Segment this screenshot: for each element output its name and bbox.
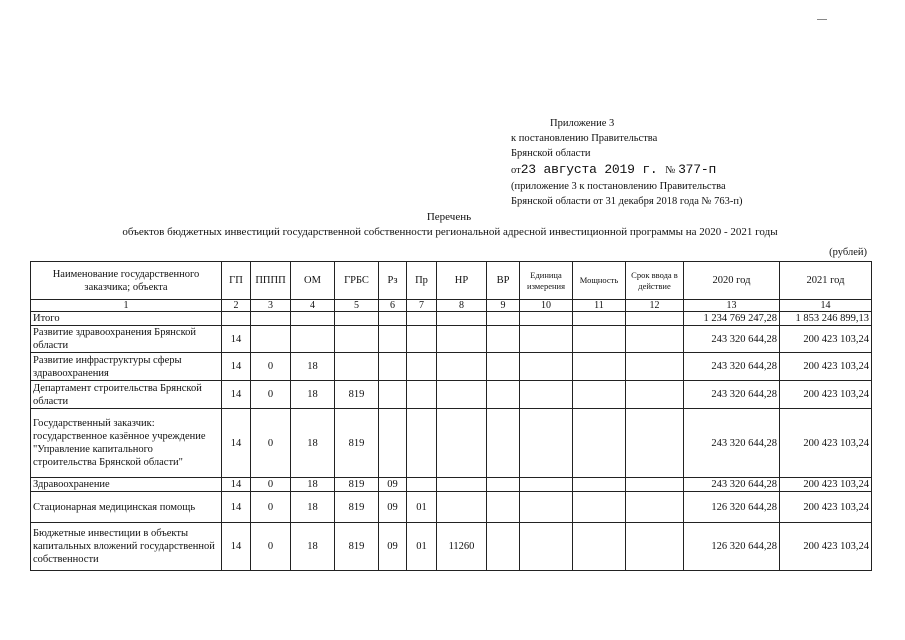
amount-2020-cell: 243 320 644,28 [684, 478, 780, 492]
units-label: (рублей) [829, 247, 867, 258]
code-cell [487, 523, 520, 571]
code-cell [335, 353, 379, 381]
code-cell: 09 [379, 523, 407, 571]
code-cell [291, 312, 335, 326]
row-name-cell: Развитие инфраструктуры сферы здравоохранения [31, 353, 222, 381]
code-cell: 11260 [437, 523, 487, 571]
header-om: ОМ [291, 262, 335, 300]
code-cell [291, 326, 335, 353]
code-cell: 819 [335, 478, 379, 492]
code-cell [379, 353, 407, 381]
code-cell [407, 381, 437, 409]
column-number: 6 [379, 300, 407, 312]
code-cell: 14 [222, 326, 251, 353]
appendix-resolution: к постановлению Правительства [511, 133, 658, 144]
code-cell [407, 478, 437, 492]
code-cell: 14 [222, 409, 251, 478]
header-2021: 2021 год [780, 262, 872, 300]
code-cell [573, 409, 626, 478]
code-cell: 18 [291, 381, 335, 409]
column-number-row [31, 300, 872, 312]
header-vr: ВР [487, 262, 520, 300]
code-cell: 819 [335, 523, 379, 571]
amount-2021-cell: 200 423 103,24 [780, 523, 872, 571]
amount-2020-cell: 1 234 769 247,28 [684, 312, 780, 326]
amount-2020-cell: 243 320 644,28 [684, 353, 780, 381]
code-cell [520, 523, 573, 571]
code-cell [520, 478, 573, 492]
code-cell: 09 [379, 492, 407, 523]
code-cell [379, 326, 407, 353]
corner-mark [817, 19, 827, 20]
code-cell [487, 312, 520, 326]
amount-2020-cell: 243 320 644,28 [684, 409, 780, 478]
code-cell [626, 523, 684, 571]
code-cell: 819 [335, 492, 379, 523]
amount-2020-cell: 243 320 644,28 [684, 381, 780, 409]
column-number: 3 [251, 300, 291, 312]
code-cell [626, 326, 684, 353]
code-cell [520, 492, 573, 523]
header-name: Наименование государственного заказчика; объекта [31, 262, 222, 300]
code-cell [626, 478, 684, 492]
code-cell [251, 326, 291, 353]
code-cell [437, 409, 487, 478]
amount-2020-cell: 126 320 644,28 [684, 523, 780, 571]
table-row [31, 353, 872, 381]
code-cell [251, 312, 291, 326]
appendix-region: Брянской области [511, 148, 591, 159]
table-row [31, 326, 872, 353]
code-cell [573, 353, 626, 381]
document-subtitle: объектов бюджетных инвестиций государственной собственности региональной адресной инвестиционной программы на 2020 - 2021 годы [122, 226, 778, 238]
code-cell [487, 326, 520, 353]
code-cell: 18 [291, 523, 335, 571]
table-row [31, 492, 872, 523]
code-cell [407, 312, 437, 326]
column-number: 10 [520, 300, 573, 312]
code-cell [626, 492, 684, 523]
amount-2021-cell: 200 423 103,24 [780, 478, 872, 492]
row-name-cell: Развитие здравоохранения Брянской области [31, 326, 222, 353]
code-cell: 18 [291, 353, 335, 381]
code-cell [335, 312, 379, 326]
header-commissioning: Срок ввода в действие [626, 262, 684, 300]
code-cell: 01 [407, 523, 437, 571]
code-cell [335, 326, 379, 353]
column-number: 1 [31, 300, 222, 312]
code-cell: 18 [291, 478, 335, 492]
header-pppp: ПППП [251, 262, 291, 300]
header-grbs: ГРБС [335, 262, 379, 300]
code-cell [573, 312, 626, 326]
code-cell: 0 [251, 523, 291, 571]
code-cell [407, 326, 437, 353]
code-cell [573, 523, 626, 571]
code-cell [487, 381, 520, 409]
code-cell: 0 [251, 381, 291, 409]
header-2020: 2020 год [684, 262, 780, 300]
document-title: Перечень [426, 211, 472, 223]
code-cell [437, 478, 487, 492]
code-cell [437, 492, 487, 523]
code-cell: 18 [291, 492, 335, 523]
code-cell: 819 [335, 381, 379, 409]
code-cell [520, 326, 573, 353]
code-cell: 14 [222, 492, 251, 523]
column-number: 5 [335, 300, 379, 312]
amount-2021-cell: 200 423 103,24 [780, 353, 872, 381]
column-number: 12 [626, 300, 684, 312]
code-cell: 0 [251, 492, 291, 523]
code-cell [626, 381, 684, 409]
header-unit: Единица измерения [520, 262, 573, 300]
table-row [31, 523, 872, 571]
code-cell [437, 381, 487, 409]
code-cell [520, 381, 573, 409]
code-cell [487, 492, 520, 523]
column-number: 8 [437, 300, 487, 312]
header-pr: Пр [407, 262, 437, 300]
code-cell [379, 312, 407, 326]
column-number: 14 [780, 300, 872, 312]
code-cell: 14 [222, 353, 251, 381]
code-cell: 01 [407, 492, 437, 523]
code-cell [573, 326, 626, 353]
row-name-cell: Итого [31, 312, 222, 326]
column-number: 11 [573, 300, 626, 312]
code-cell [437, 353, 487, 381]
code-cell [487, 409, 520, 478]
date-prefix: от [511, 165, 521, 176]
column-number: 2 [222, 300, 251, 312]
date-value: 23 августа 2019 г. [520, 162, 658, 177]
code-cell [573, 492, 626, 523]
appendix-title: Приложение 3 [550, 118, 615, 129]
header-rz: Рз [379, 262, 407, 300]
amount-2020-cell: 126 320 644,28 [684, 492, 780, 523]
column-number: 7 [407, 300, 437, 312]
code-cell [626, 312, 684, 326]
amount-2021-cell: 200 423 103,24 [780, 326, 872, 353]
header-row [31, 262, 872, 300]
code-cell: 09 [379, 478, 407, 492]
row-name-cell: Департамент строительства Брянской области [31, 381, 222, 409]
code-cell [573, 478, 626, 492]
column-number: 9 [487, 300, 520, 312]
amount-2021-cell: 1 853 246 899,13 [780, 312, 872, 326]
code-cell: 0 [251, 353, 291, 381]
amount-2021-cell: 200 423 103,24 [780, 492, 872, 523]
code-cell [520, 409, 573, 478]
code-cell: 14 [222, 381, 251, 409]
code-cell [437, 312, 487, 326]
header-gp: ГП [222, 262, 251, 300]
code-cell: 14 [222, 523, 251, 571]
code-cell [626, 353, 684, 381]
column-number: 13 [684, 300, 780, 312]
code-cell [520, 312, 573, 326]
code-cell [379, 409, 407, 478]
appendix-date-line [511, 161, 743, 179]
code-cell: 0 [251, 478, 291, 492]
code-cell: 0 [251, 409, 291, 478]
row-name-cell: Здравоохранение [31, 478, 222, 492]
header-capacity: Мощность [573, 262, 626, 300]
row-name-cell: Государственный заказчик: государственное казённое учреждение "Управление капитального строительства Брянской области" [31, 409, 222, 478]
number-value: 377-п [678, 162, 717, 177]
investment-table [30, 261, 872, 571]
code-cell: 819 [335, 409, 379, 478]
number-prefix: № [665, 165, 676, 176]
code-cell: 18 [291, 409, 335, 478]
code-cell [487, 353, 520, 381]
row-name-cell: Стационарная медицинская помощь [31, 492, 222, 523]
code-cell [407, 409, 437, 478]
appendix-block [511, 116, 743, 209]
appendix-note-1: (приложение 3 к постановлению Правительства [511, 181, 726, 192]
amount-2021-cell: 200 423 103,24 [780, 409, 872, 478]
code-cell [222, 312, 251, 326]
column-number: 4 [291, 300, 335, 312]
header-nr: НР [437, 262, 487, 300]
code-cell [626, 409, 684, 478]
code-cell [487, 478, 520, 492]
row-name-cell: Бюджетные инвестиции в объекты капитальных вложений государственной собственности [31, 523, 222, 571]
code-cell [573, 381, 626, 409]
appendix-note-2: Брянской области от 31 декабря 2018 года № 763-п) [511, 196, 743, 207]
table-row [31, 312, 872, 326]
table-row [31, 409, 872, 478]
code-cell [437, 326, 487, 353]
table-row [31, 381, 872, 409]
table-row [31, 478, 872, 492]
code-cell [407, 353, 437, 381]
code-cell: 14 [222, 478, 251, 492]
code-cell [379, 381, 407, 409]
amount-2021-cell: 200 423 103,24 [780, 381, 872, 409]
code-cell [520, 353, 573, 381]
amount-2020-cell: 243 320 644,28 [684, 326, 780, 353]
